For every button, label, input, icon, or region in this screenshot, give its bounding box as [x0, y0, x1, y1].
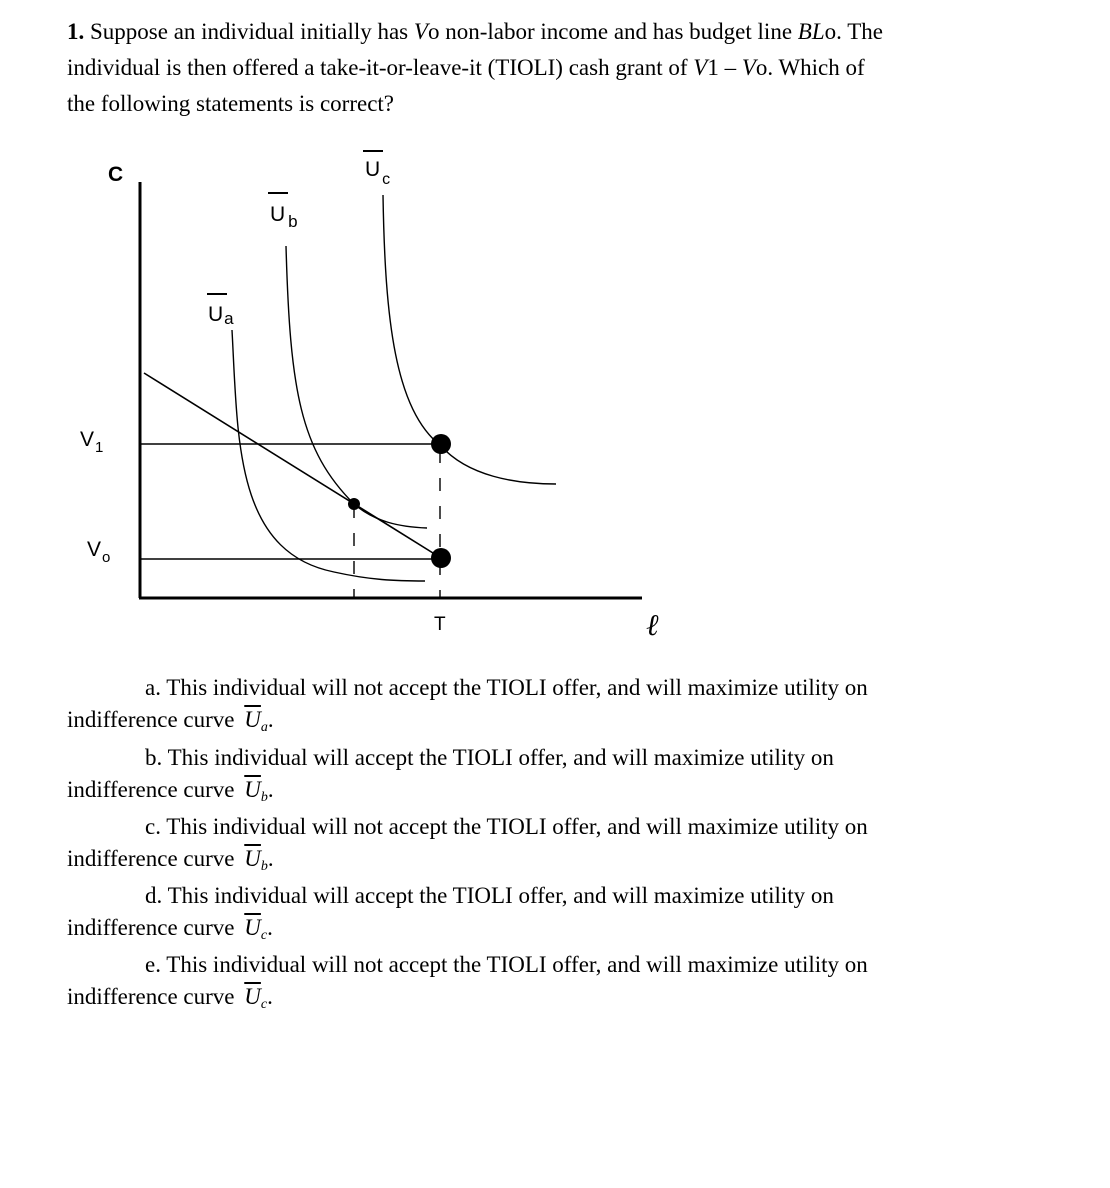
v1-label	[80, 428, 103, 456]
v1-label-sub: 1	[95, 439, 104, 456]
option-e-tail	[67, 981, 1027, 1017]
option-b-tail	[67, 774, 1027, 810]
question-fragment: individual is then offered a take-it-or-leave-it (TIOLI) cash grant of	[67, 55, 694, 80]
option-e[interactable]	[67, 949, 1027, 1017]
option-b[interactable]	[67, 742, 1027, 810]
ubar-symbol	[244, 843, 268, 879]
question-fragment: . The	[836, 19, 883, 44]
u-sub: b	[260, 790, 268, 805]
option-d-lead: d. This individual will accept the TIOLI offer, and will maximize utility on	[145, 883, 834, 908]
ubar-symbol	[244, 774, 268, 810]
option-tail-text: indifference curve	[67, 846, 241, 871]
ubar-symbol	[244, 981, 267, 1017]
curve-b-label-sub: b	[288, 212, 298, 231]
point-endowment	[431, 548, 451, 568]
curve-a-label	[208, 303, 234, 328]
option-d[interactable]	[67, 880, 1027, 948]
option-tail-text: indifference curve	[67, 984, 241, 1009]
indifference-curve-c	[383, 195, 556, 484]
option-end: .	[267, 984, 273, 1009]
x-axis-label: ℓ	[646, 609, 659, 642]
sub-0: o	[755, 55, 768, 80]
indifference-curve-b	[286, 246, 427, 528]
curve-c-label-sub: c	[382, 171, 391, 188]
sub-1: 1	[707, 55, 719, 80]
u-letter: $\overline{U}$	[244, 915, 261, 940]
question-fragment: non-labor income and has budget line	[439, 19, 798, 44]
option-end: .	[267, 707, 274, 732]
curve-a-label-text: U	[208, 303, 224, 326]
sub-0: o	[824, 19, 837, 44]
curve-c-label	[365, 158, 390, 188]
question-number: 1.	[67, 19, 85, 44]
ubar-symbol	[244, 912, 267, 948]
question-fragment: Suppose an individual initially has	[84, 19, 414, 44]
option-tail-text: indifference curve	[67, 777, 241, 802]
indifference-curve-a	[232, 330, 425, 581]
v0-label	[87, 538, 110, 566]
u-letter: $\overline{U}$	[244, 984, 261, 1009]
v0-label-sub: o	[102, 549, 111, 566]
option-a-lead: a. This individual will not accept the TIOLI offer, and will maximize utility on	[145, 675, 868, 700]
curve-b-label-text: U	[270, 203, 286, 226]
point-budget-optimum	[348, 498, 360, 510]
option-e-lead: e. This individual will not accept the TIOLI offer, and will maximize utility on	[145, 952, 868, 977]
u-sub: c	[260, 928, 268, 943]
curve-c-label-text: U	[365, 158, 381, 181]
sub-0: o	[427, 19, 440, 44]
u-sub: b	[260, 859, 268, 874]
u-letter: $\overline{U}$	[244, 846, 261, 871]
option-d-tail	[67, 912, 1027, 948]
option-c-tail	[67, 843, 1027, 879]
u-sub: a	[260, 720, 268, 735]
curve-a-label-sub: a	[224, 309, 234, 328]
option-tail-text: indifference curve	[67, 915, 241, 940]
option-a[interactable]	[67, 672, 1027, 740]
question-fragment: –	[718, 55, 742, 80]
budget-line	[144, 373, 441, 558]
curve-b-label	[270, 203, 298, 231]
t-label: T	[434, 614, 446, 635]
ubar-symbol	[244, 704, 268, 740]
u-letter: $\overline{U}$	[244, 707, 261, 732]
v0-label-text: V	[87, 538, 102, 561]
question-fragment: . Which of	[767, 55, 865, 80]
question-fragment: the following statements is correct?	[67, 91, 395, 116]
var-bl: BL	[797, 19, 825, 44]
point-tioli-optimum	[431, 434, 451, 454]
u-letter: $\overline{U}$	[244, 777, 261, 802]
u-sub: c	[260, 997, 268, 1012]
option-end: .	[267, 846, 274, 871]
option-end: .	[267, 915, 273, 940]
option-c-lead: c. This individual will not accept the TIOLI offer, and will maximize utility on	[145, 814, 868, 839]
option-end: .	[267, 777, 274, 802]
option-tail-text: indifference curve	[67, 707, 241, 732]
v1-label-text: V	[80, 428, 95, 451]
option-b-lead: b. This individual will accept the TIOLI offer, and will maximize utility on	[145, 745, 834, 770]
var-v0: V	[413, 19, 428, 44]
var-v0: V	[741, 55, 756, 80]
option-c[interactable]	[67, 811, 1027, 879]
y-axis-label: C	[108, 163, 124, 186]
var-v1: V	[693, 55, 708, 80]
option-a-tail	[67, 704, 1027, 740]
